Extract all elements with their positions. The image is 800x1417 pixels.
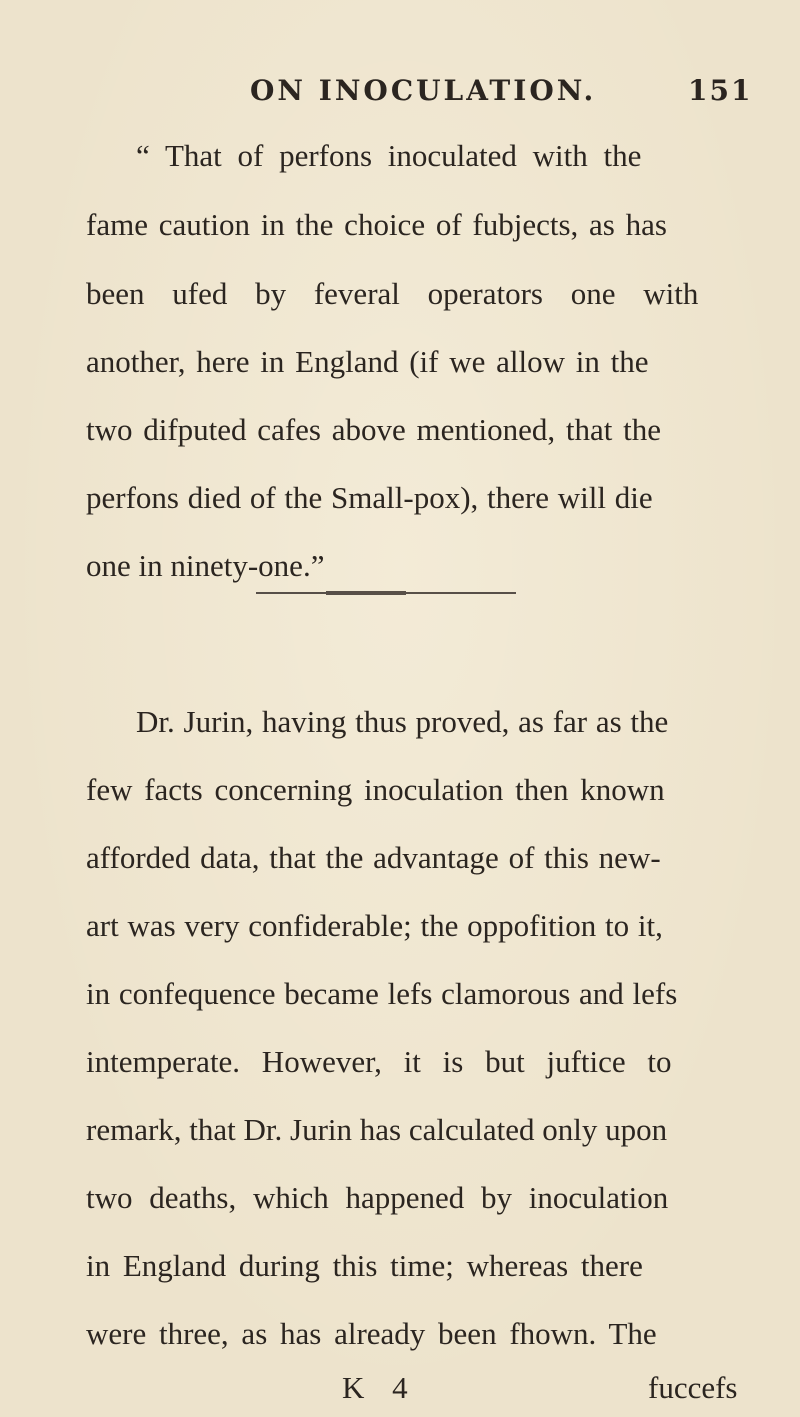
- body-line: [0, 1182, 800, 1213]
- catchword: fuccefs: [648, 1370, 738, 1405]
- quote-line-text: fame caution in the choice of fubjects, as has: [86, 207, 667, 242]
- body-line-text: intemperate. However, it is but juftice to: [86, 1044, 672, 1079]
- quote-line: [0, 346, 800, 377]
- quote-line-text: been ufed by feveral operators one with: [86, 276, 699, 311]
- quote-line: [0, 140, 800, 171]
- quote-line: [0, 278, 800, 309]
- body-line-text: in confequence became lefs clamorous and lefs: [86, 976, 678, 1011]
- body-line-text: Dr. Jurin, having thus proved, as far as the: [136, 704, 669, 739]
- quote-line-text: another, here in England (if we allow in the: [86, 344, 649, 379]
- quote-line-text: one in ninety-one.”: [86, 548, 325, 583]
- quote-line-text: perfons died of the Small-pox), there will die: [86, 480, 653, 515]
- body-line: [0, 1114, 800, 1145]
- quote-line: [0, 414, 800, 445]
- body-line: [0, 842, 800, 873]
- body-line-text: two deaths, which happened by inoculation: [86, 1180, 669, 1215]
- section-divider-rule: [256, 592, 516, 594]
- body-line-text: afforded data, that the advantage of this new-: [86, 840, 661, 875]
- quote-line-text: two difputed cafes above mentioned, that the: [86, 412, 661, 447]
- body-line-text: were three, as has already been fhown. The: [86, 1316, 657, 1351]
- body-line: [0, 1046, 800, 1077]
- body-line: [0, 910, 800, 941]
- body-line: [0, 774, 800, 805]
- body-line: [0, 1318, 800, 1349]
- body-line-text: art was very confiderable; the oppofition to it,: [86, 908, 663, 943]
- body-line-text: in England during this time; whereas there: [86, 1248, 643, 1283]
- body-line-text: few facts concerning inoculation then known: [86, 772, 665, 807]
- quote-line: [0, 209, 800, 240]
- body-line: [0, 1250, 800, 1281]
- body-line: [0, 978, 800, 1009]
- quote-line: [0, 550, 800, 581]
- page-footer: [0, 1370, 800, 1410]
- page-number: 151: [688, 74, 753, 107]
- quote-line: [0, 482, 800, 513]
- signature-mark: K 4: [342, 1370, 418, 1405]
- body-line: [0, 706, 800, 737]
- running-head: ON INOCULATION.: [250, 74, 597, 107]
- body-line-text: remark, that Dr. Jurin has calculated only upon: [86, 1112, 668, 1147]
- quote-line-text: “ That of perfons inoculated with the: [136, 138, 642, 173]
